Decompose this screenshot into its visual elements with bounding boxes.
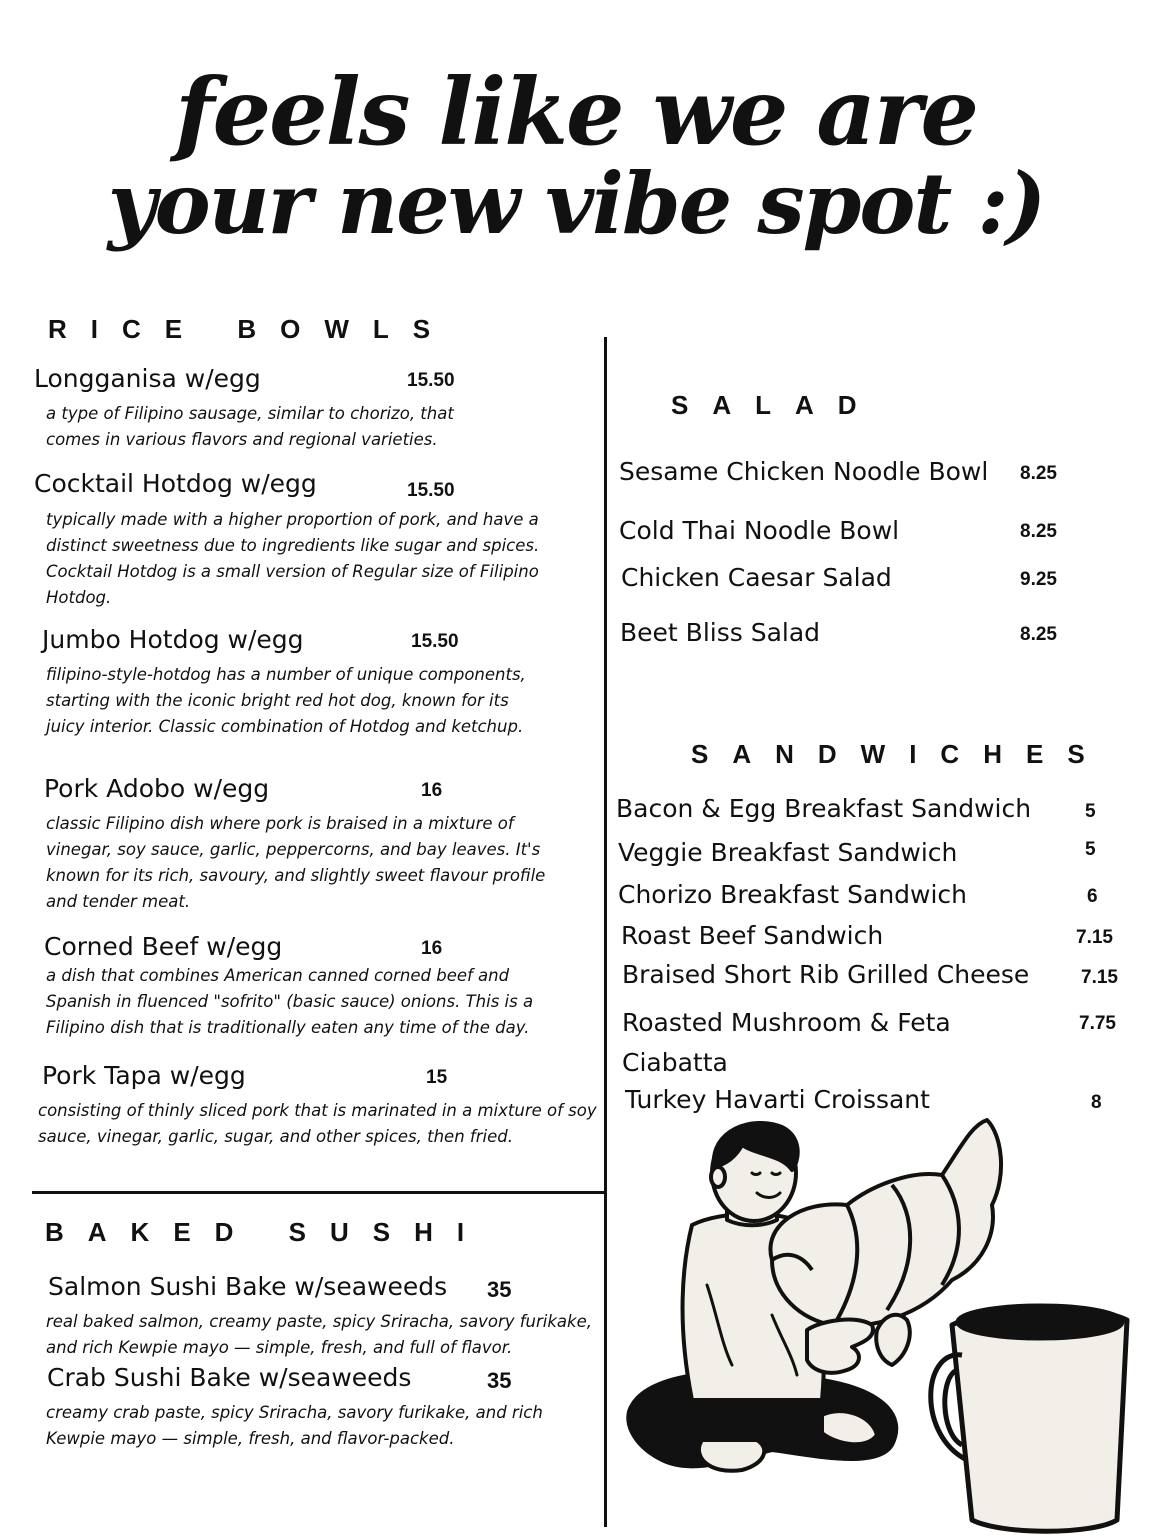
item-price: 5 bbox=[1085, 839, 1096, 860]
item-price: 16 bbox=[421, 780, 443, 801]
item-description: a dish that combines American canned corned beef and Spanish in fluenced "sofrito" (basic sauce) onions. This is a Filipino dish that is traditionally eaten any time of the day. bbox=[46, 966, 534, 1037]
item-description: classic Filipino dish where pork is braised in a mixture of vinegar, soy sauce, garlic, peppercorns, and bay leaves. It's known for its rich, savoury, and slightly sweet flavour profile and tender meat. bbox=[46, 814, 546, 911]
item-name: Roasted Mushroom & Feta Ciabatta bbox=[622, 1008, 951, 1077]
salad-title: SALAD bbox=[671, 390, 881, 420]
headline-line-2: your new vibe spot :) bbox=[107, 154, 1045, 253]
item-price: 15.50 bbox=[407, 480, 455, 501]
item-name: Pork Tapa w/egg bbox=[42, 1061, 246, 1090]
item-description: typically made with a higher proportion of pork, and have a distinct sweetness due to ingredients like sugar and spices. Cocktail Hotdog is a small version of Regular size of Filipino Hotdog. bbox=[46, 510, 540, 607]
hands-icon bbox=[807, 1315, 910, 1373]
item-price: 6 bbox=[1087, 886, 1098, 907]
item-name: Braised Short Rib Grilled Cheese bbox=[622, 960, 1030, 989]
item-price: 7.75 bbox=[1079, 1013, 1116, 1034]
headline-line-1: feels like we are bbox=[175, 58, 977, 166]
item-price: 8.25 bbox=[1020, 521, 1057, 542]
item-name: Jumbo Hotdog w/egg bbox=[42, 625, 304, 654]
item-name: Cocktail Hotdog w/egg bbox=[34, 469, 317, 498]
item-name: Chicken Caesar Salad bbox=[621, 563, 892, 592]
horizontal-divider bbox=[32, 1191, 606, 1194]
item-price: 15.50 bbox=[411, 631, 459, 652]
item-price: 8 bbox=[1091, 1092, 1102, 1113]
item-price: 7.15 bbox=[1081, 967, 1118, 988]
baked-sushi-title: BAKED SUSHI bbox=[45, 1217, 489, 1247]
rice-bowls-title: RICE BOWLS bbox=[48, 314, 455, 344]
item-name: Chorizo Breakfast Sandwich bbox=[618, 880, 968, 909]
vertical-divider bbox=[604, 337, 607, 1527]
coffee-mug-icon bbox=[931, 1306, 1127, 1531]
croissant-icon bbox=[770, 1120, 1001, 1326]
item-name: Bacon & Egg Breakfast Sandwich bbox=[616, 794, 1032, 823]
item-name: Salmon Sushi Bake w/seaweeds bbox=[48, 1272, 448, 1301]
item-price: 35 bbox=[487, 1368, 512, 1393]
item-price: 7.15 bbox=[1076, 927, 1113, 948]
item-description: filipino-style-hotdog has a number of unique components, starting with the iconic bright red hot dog, known for its juicy interior. Classic combination of Hotdog and ketchup. bbox=[46, 665, 526, 736]
item-name: Veggie Breakfast Sandwich bbox=[618, 838, 958, 867]
item-name: Turkey Havarti Croissant bbox=[625, 1085, 930, 1114]
item-price: 35 bbox=[487, 1277, 512, 1302]
item-price: 15 bbox=[426, 1067, 448, 1088]
item-name: Longganisa w/egg bbox=[34, 364, 261, 393]
sandwiches-title: SANDWICHES bbox=[691, 739, 1109, 769]
menu-illustration bbox=[622, 1115, 1142, 1535]
item-name: Cold Thai Noodle Bowl bbox=[619, 516, 900, 545]
item-price: 8.25 bbox=[1020, 624, 1057, 645]
item-price: 16 bbox=[421, 938, 443, 959]
item-price: 9.25 bbox=[1020, 569, 1057, 590]
item-name: Corned Beef w/egg bbox=[44, 932, 283, 961]
item-description: a type of Filipino sausage, similar to chorizo, that comes in various flavors and regional varieties. bbox=[46, 404, 454, 449]
item-name: Sesame Chicken Noodle Bowl bbox=[619, 457, 989, 486]
item-description: creamy crab paste, spicy Sriracha, savory furikake, and rich Kewpie mayo — simple, fresh, and flavor-packed. bbox=[46, 1403, 543, 1448]
item-name: Roast Beef Sandwich bbox=[621, 921, 884, 950]
item-name: Crab Sushi Bake w/seaweeds bbox=[47, 1363, 412, 1392]
item-price: 8.25 bbox=[1020, 463, 1057, 484]
item-name: Pork Adobo w/egg bbox=[44, 774, 270, 803]
item-description: consisting of thinly sliced pork that is marinated in a mixture of soy sauce, vinegar, garlic, sugar, and other spices, then fried. bbox=[38, 1101, 597, 1146]
item-name: Beet Bliss Salad bbox=[620, 618, 821, 647]
item-description: real baked salmon, creamy paste, spicy Sriracha, savory furikake, and rich Kewpie mayo — simple, fresh, and full of flavor. bbox=[46, 1312, 592, 1357]
item-price: 15.50 bbox=[407, 370, 455, 391]
item-price: 5 bbox=[1085, 801, 1096, 822]
